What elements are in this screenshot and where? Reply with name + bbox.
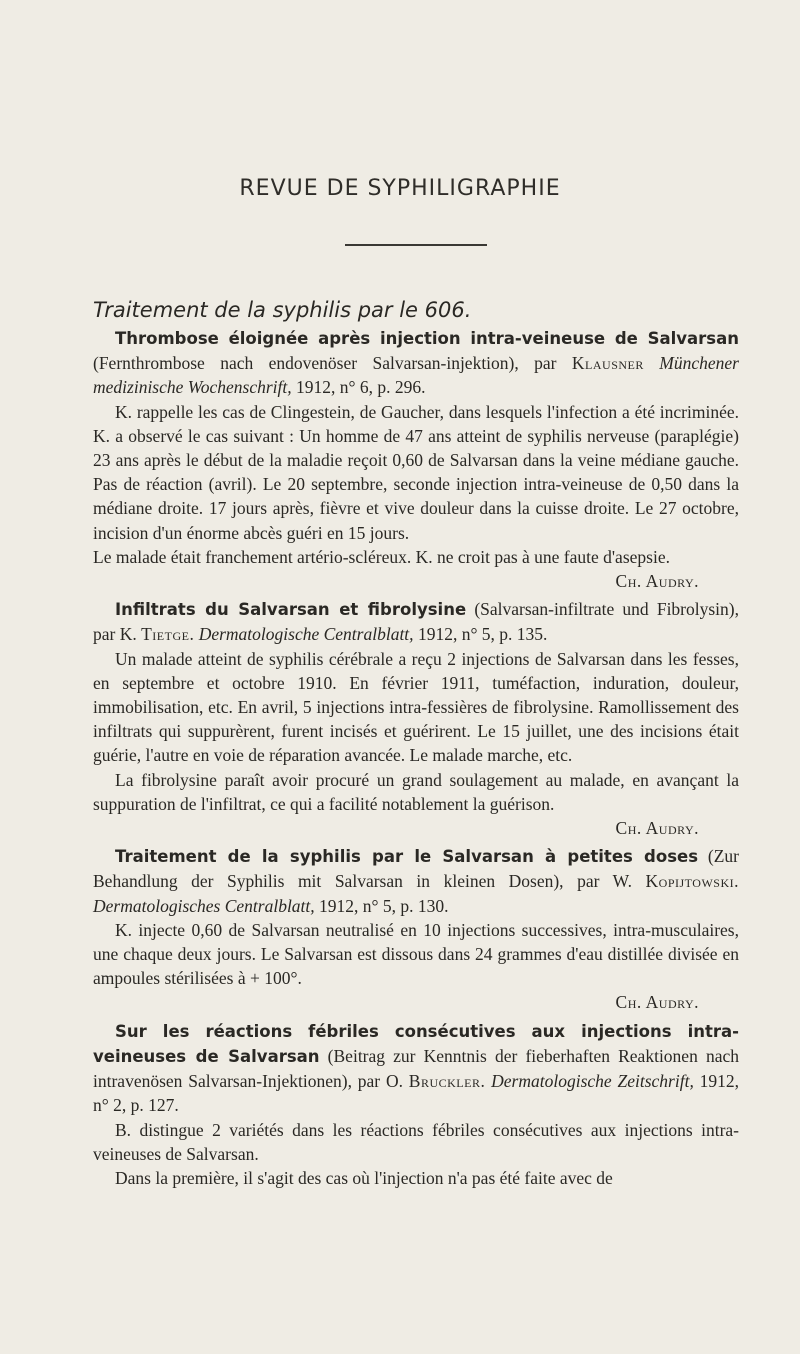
article-heading: Infiltrats du Salvarsan et fibrolysine	[115, 600, 467, 620]
article-reference	[93, 844, 739, 918]
article-author: Bruckler.	[408, 1071, 486, 1092]
article-heading: Thrombose éloignée après injection intra-veineuse de Salvarsan	[115, 329, 739, 348]
article-paragraph: Un malade atteint de syphilis cérébrale a reçu 2 injections de Salvarsan dans les fesses, en septembre et octobre 1910. En février 1911, tuméfaction, induration, douleur, immobilisation, etc. En avril, 5 injections intra-fessières de fibrolysine. Ramollissement des infiltrats qui suppurèrent, furent incisés et guérirent. Le 15 juillet, une des incisions était guérie, l'autre en voie de réparation avancée. Le malade marche, etc.	[93, 648, 739, 766]
article-journal: Dermatologische Centralblatt,	[198, 624, 414, 645]
article-paragraph: Dans la première, il s'agit des cas où l'injection n'a pas été faite avec de	[115, 1167, 613, 1188]
article-paragraph: Le malade était franchement artério-scléreux. K. ne croit pas à une faute d'asepsie.	[93, 546, 670, 567]
article-ref-text: (Zur Behandlung der Syphilis mit Salvarsan in kleinen Dosen), par W.	[93, 846, 739, 892]
article-author: Kopijtowski.	[645, 871, 739, 892]
article-signature: Ch. Audry.	[615, 571, 699, 592]
article-signature: Ch. Audry.	[615, 992, 699, 1013]
article-citation: 1912, n° 6, p. 296.	[291, 377, 426, 398]
article-citation: 1912, n° 5, p. 130.	[314, 895, 449, 916]
article-citation: 1912, n° 5, p. 135.	[413, 624, 548, 645]
article-paragraph-with-signature	[93, 545, 739, 569]
article-ref-text: (Salvarsan-infiltrate und Fibrolysin), par K.	[93, 599, 739, 645]
article-ref-text: (Beitrag zur Kenntnis der fieberhaften Reaktionen nach intravenösen Salvarsan-Injektionen), par O.	[93, 1045, 739, 1092]
article-paragraph: K. rappelle les cas de Clingestein, de Gaucher, dans lesquels l'infection a été incriminée. K. a observé le cas suivant : Un homme de 47 ans atteint de syphilis nerveuse (paraplégie) 23 ans après le début de la maladie reçoit 0,60 de Salvarsan dans la veine médiane gauche. Pas de réaction (avril). Le 20 septembre, seconde injection intra-veineuse de 0,50 dans la médiane droite. 17 jours après, fièvre et vive douleur dans la cuisse droite. Le 27 octobre, incision d'un énorme abcès guéri en 15 jours.	[93, 401, 739, 543]
article-paragraph: La fibrolysine paraît avoir procuré un grand soulagement au malade, en avançant la suppuration de l'infiltrat, ce qui a facilité notablement la guérison.	[93, 769, 739, 814]
article-citation: 1912, n° 2, p. 127.	[93, 1071, 740, 1116]
article-signature: Ch. Audry.	[615, 818, 699, 839]
article-journal: Münchener medizinische Wochenschrift,	[93, 353, 739, 398]
title-rule	[345, 244, 487, 246]
article-reference	[93, 597, 739, 646]
page-content	[93, 296, 739, 1190]
article-paragraph: B. distingue 2 variétés dans les réactions fébriles consécutives aux injections intra-veineuses de Salvarsan.	[93, 1119, 739, 1164]
article-journal: Dermatologisches Centralblatt,	[93, 895, 315, 916]
section-title: Traitement de la syphilis par le 606.	[93, 298, 472, 322]
article-heading: Sur les réactions fébriles consécutives aux injections intra-veineuses de Salvarsan	[93, 1021, 739, 1066]
running-title: REVUE DE SYPHILIGRAPHIE	[239, 176, 561, 201]
article-paragraph: K. injecte 0,60 de Salvarsan neutralisé en 10 injections successives, intra-musculaires, une chaque deux jours. Le Salvarsan est dissous dans 24 grammes d'eau distillée divisée en ampoules stérilisées à + 100°.	[93, 919, 739, 989]
article-ref-text: (Fernthrombose nach endovenöser Salvarsan-injektion), par	[93, 353, 572, 374]
article-author: Klausner	[571, 353, 644, 374]
article-heading: Traitement de la syphilis par le Salvarsan à petites doses	[115, 847, 699, 867]
article-reference	[93, 1019, 739, 1118]
article-journal: Dermatologische Zeitschrift,	[491, 1071, 694, 1092]
article-author: Tietge.	[141, 624, 195, 645]
article-reference	[93, 326, 739, 400]
